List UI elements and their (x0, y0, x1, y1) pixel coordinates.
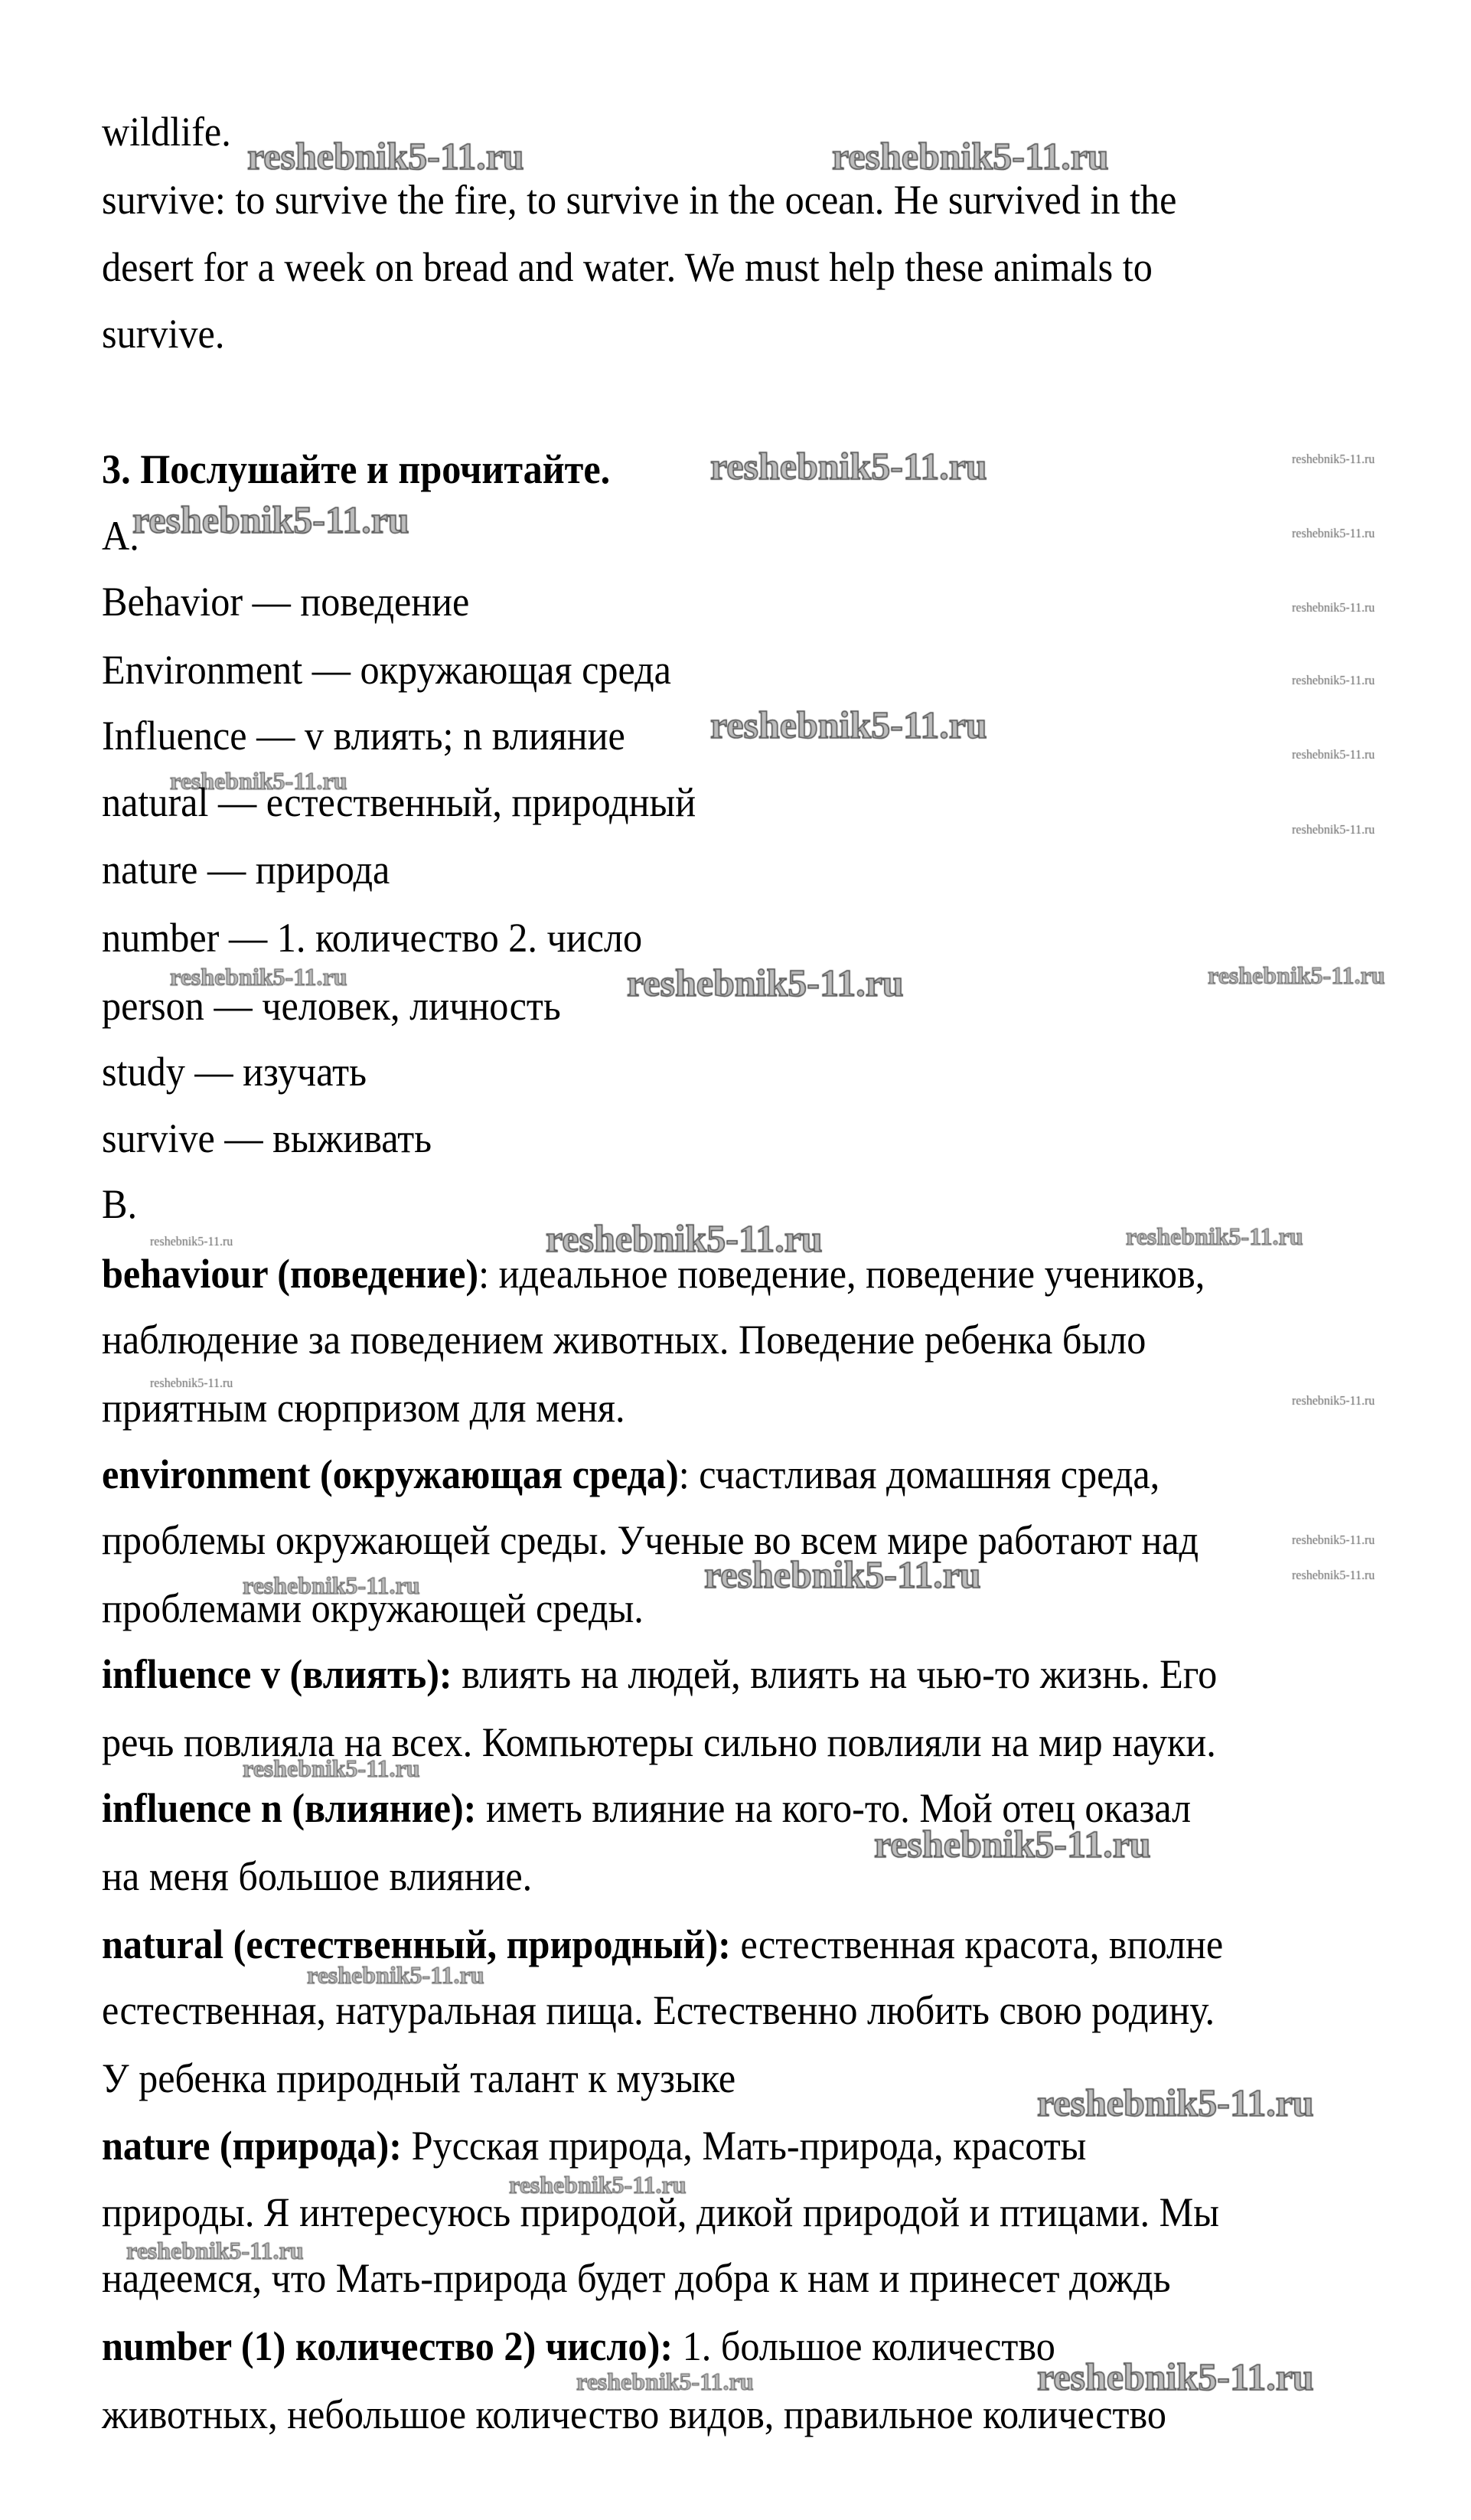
text-segment: : счастливая домашняя среда, (678, 1451, 1160, 1497)
term-bold: influence v (влиять): (102, 1651, 452, 1697)
text-line (102, 2185, 1219, 2239)
text-line (102, 1983, 1215, 2037)
text-segment: Русская природа, Мать-природа, красоты (402, 2123, 1087, 2169)
text-segment: на меня большое влияние. (102, 1853, 533, 1899)
text-segment: desert for a week on bread and water. We must help these animals to (102, 244, 1153, 290)
text-line (102, 2052, 736, 2105)
text-segment: Environment — окружающая среда (102, 647, 671, 693)
term-bold: influence n (влияние): (102, 1785, 477, 1831)
text-line (102, 709, 625, 762)
text-line (102, 2319, 1055, 2373)
term-bold: number (1) количество 2) число): (102, 2323, 674, 2369)
text-segment: проблемы окружающей среды. Ученые во всем мире работают над (102, 1517, 1199, 1563)
text-line (102, 509, 139, 563)
text-segment: 1. большое количество (673, 2323, 1055, 2369)
text-segment: study — изучать (102, 1049, 367, 1095)
text-line (102, 643, 671, 697)
text-line (102, 775, 696, 829)
text-line (102, 240, 1153, 294)
text-line (102, 173, 1176, 227)
text-line (102, 1381, 625, 1435)
text-segment: наблюдение за поведением животных. Поведение ребенка было (102, 1317, 1146, 1363)
section-heading (102, 442, 610, 496)
text-segment: : идеальное поведение, поведение учеников, (478, 1251, 1205, 1297)
text-line (102, 1715, 1216, 1769)
text-line (102, 1647, 1217, 1701)
text-segment: nature — природа (102, 847, 390, 893)
text-segment: Behavior — поведение (102, 579, 470, 625)
text-line (102, 307, 224, 361)
text-segment: приятным сюрпризом для меня. (102, 1385, 625, 1431)
text-line (102, 1849, 532, 1903)
text-segment: Influence — v влиять; n влияние (102, 713, 625, 759)
text-line (102, 2119, 1086, 2172)
text-segment: проблемами окружающей среды. (102, 1585, 644, 1631)
text-segment: естественная, натуральная пища. Естественно любить свою родину. (102, 1987, 1215, 2033)
text-line (102, 1781, 1191, 1835)
text-line (102, 911, 642, 965)
term-bold: natural (естественный, природный): (102, 1921, 731, 1967)
text-line (102, 843, 390, 896)
text-segment: natural — естественный, природный (102, 779, 696, 825)
text-line (102, 1582, 644, 1635)
text-line (102, 979, 561, 1033)
text-segment: природы. Я интересуюсь природой, дикой природой и птицами. Мы (102, 2189, 1220, 2235)
text-segment: survive: to survive the fire, to survive in the ocean. He survived in the (102, 177, 1177, 223)
text-line (102, 2388, 1166, 2441)
text-line (102, 2251, 1171, 2305)
text-segment: иметь влияние на кого-то. Мой отец оказал (476, 1785, 1192, 1831)
text-segment: A. (102, 513, 139, 559)
text-line (102, 105, 231, 158)
text-line (102, 1313, 1146, 1366)
text-segment: влиять на людей, влиять на чью-то жизнь. Его (452, 1651, 1218, 1697)
text-line (102, 1177, 137, 1231)
text-segment: животных, небольшое количество видов, правильное количество (102, 2391, 1166, 2437)
text-line (102, 1448, 1160, 1501)
term-bold: behaviour (поведение) (102, 1251, 479, 1297)
text-line (102, 1111, 432, 1165)
text-segment: B. (102, 1181, 138, 1227)
text-segment: survive — выживать (102, 1115, 432, 1161)
text-line (102, 1045, 367, 1098)
text-segment: number — 1. количество 2. число (102, 915, 643, 961)
text-segment: wildlife. (102, 109, 231, 155)
text-segment: У ребенка природный талант к музыке (102, 2055, 736, 2101)
text-segment: survive. (102, 311, 225, 357)
text-segment: речь повлияла на всех. Компьютеры сильно повлияли на мир науки. (102, 1719, 1216, 1765)
text-line (102, 1513, 1199, 1567)
text-line (102, 1247, 1205, 1301)
text-segment: person — человек, личность (102, 983, 561, 1029)
term-bold: environment (окружающая среда) (102, 1451, 679, 1497)
text-segment: надеемся, что Мать-природа будет добра к нам и принесет дождь (102, 2255, 1171, 2301)
text-segment: естественная красота, вполне (730, 1921, 1224, 1967)
term-bold: nature (природа): (102, 2123, 403, 2169)
text-line (102, 575, 469, 628)
term-bold: 3. Послушайте и прочитайте. (102, 446, 611, 492)
text-line (102, 1918, 1223, 1971)
